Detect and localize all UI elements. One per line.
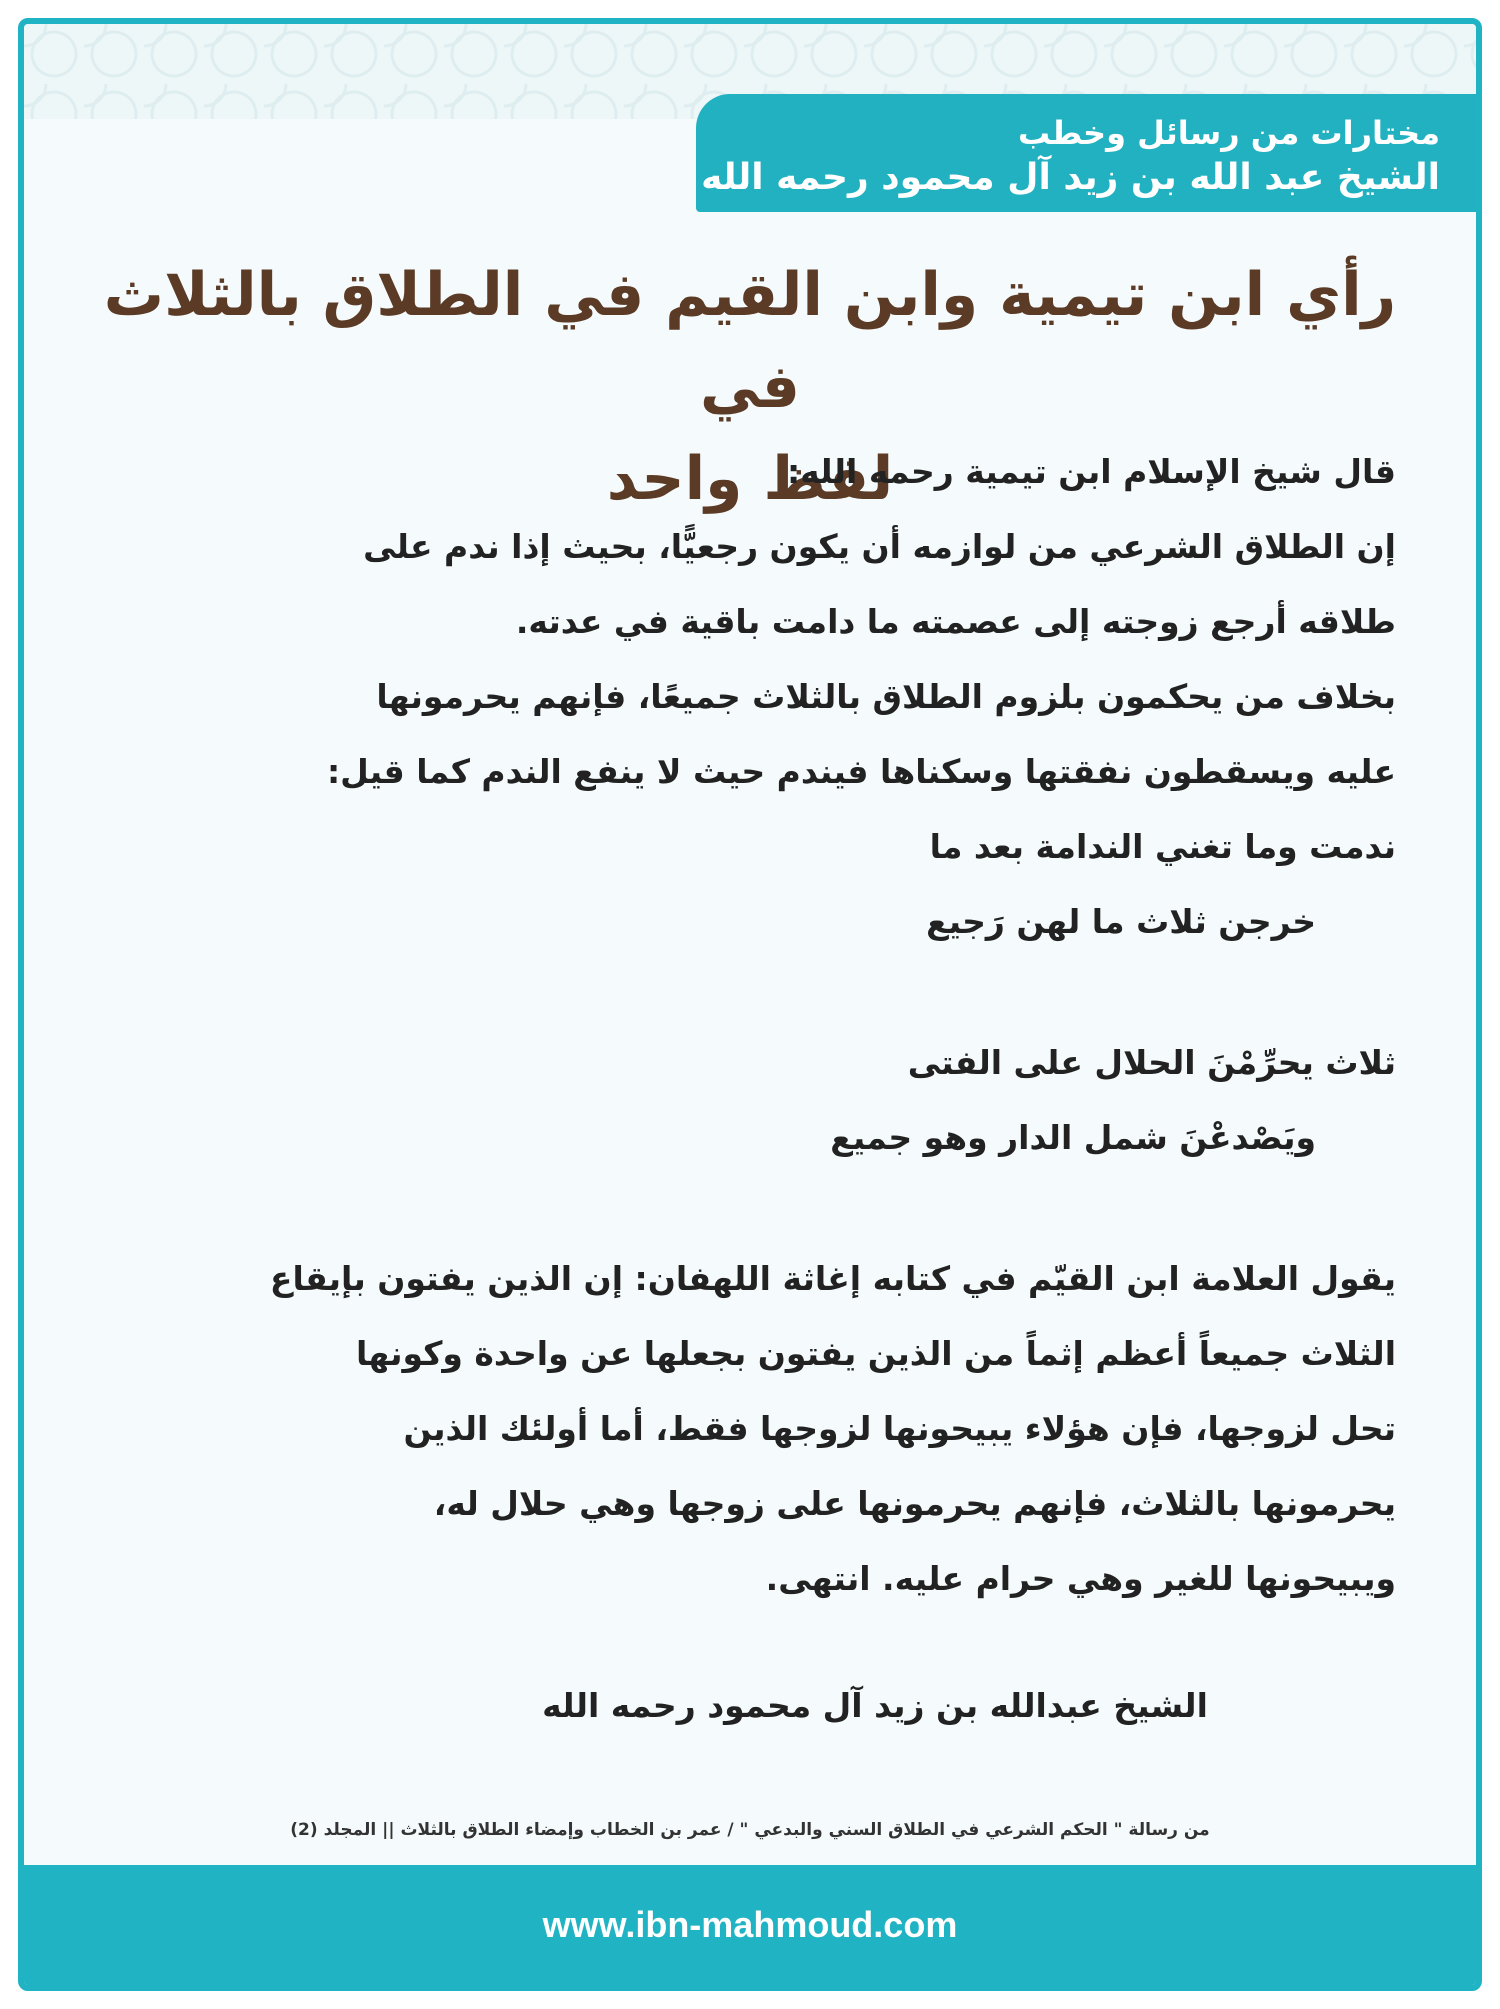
- title-line-2: لفظ واحد: [606, 444, 894, 514]
- spacer: [104, 959, 1396, 1025]
- spacer: [104, 1175, 1396, 1241]
- source-citation: من رسالة " الحكم الشرعي في الطلاق السني والبدعي " / عمر بن الخطاب وإمضاء الطلاق بالثلاث || المجلد (2): [290, 1820, 1210, 1840]
- series-title: مختارات من رسائل وخطب: [1017, 114, 1440, 152]
- intro-line: قال شيخ الإسلام ابن تيمية رحمه الله:: [786, 452, 1396, 491]
- article-body: [104, 434, 1396, 1743]
- quote-line: الثلاث جميعاً أعظم إثماً من الذين يفتون بجعلها عن واحدة وكونها: [355, 1334, 1396, 1373]
- footer: [24, 1865, 1476, 1985]
- series-author: الشيخ عبد الله بن زيد آل محمود رحمه الله: [701, 157, 1440, 198]
- body-line: طلاقه أرجع زوجته إلى عصمته ما دامت باقية في عدته.: [515, 602, 1396, 641]
- body-line: إن الطلاق الشرعي من لوازمه أن يكون رجعيًّا، بحيث إذا ندم على: [363, 527, 1396, 566]
- title-line-1: رأي ابن تيمية وابن القيم في الطلاق بالثلاث في: [103, 260, 1397, 422]
- quote-line: يقول العلامة ابن القيّم في كتابه إغاثة اللهفان: إن الذين يفتون بإيقاع: [269, 1259, 1396, 1298]
- verse-line: ثلاث يحرِّمْنَ الحلال على الفتى: [907, 1043, 1396, 1082]
- body-line: بخلاف من يحكمون بلزوم الطلاق بالثلاث جميعًا، فإنهم يحرمونها: [376, 677, 1396, 716]
- verse-line: خرجن ثلاث ما لهن رَجيع: [926, 902, 1316, 941]
- page-frame: [18, 18, 1482, 1991]
- quote-line: ويبيحونها للغير وهي حرام عليه. انتهى.: [765, 1559, 1396, 1598]
- quote-line: تحل لزوجها، فإن هؤلاء يبيحونها لزوجها فقط، أما أولئك الذين: [403, 1409, 1396, 1448]
- quote-line: يحرمونها بالثلاث، فإنهم يحرمونها على زوجها وهي حلال له،: [433, 1484, 1396, 1523]
- verse-line: ويَصْدعْنَ شمل الدار وهو جميع: [830, 1118, 1316, 1157]
- signature: الشيخ عبدالله بن زيد آل محمود رحمه الله: [542, 1686, 1208, 1725]
- body-line: عليه ويسقطون نفقتها وسكناها فيندم حيث لا ينفع الندم كما قيل:: [326, 752, 1396, 791]
- website-link[interactable]: www.ibn-mahmoud.com: [542, 1904, 958, 1945]
- verse-line: ندمت وما تغني الندامة بعد ما: [929, 827, 1396, 866]
- series-header: [696, 94, 1476, 212]
